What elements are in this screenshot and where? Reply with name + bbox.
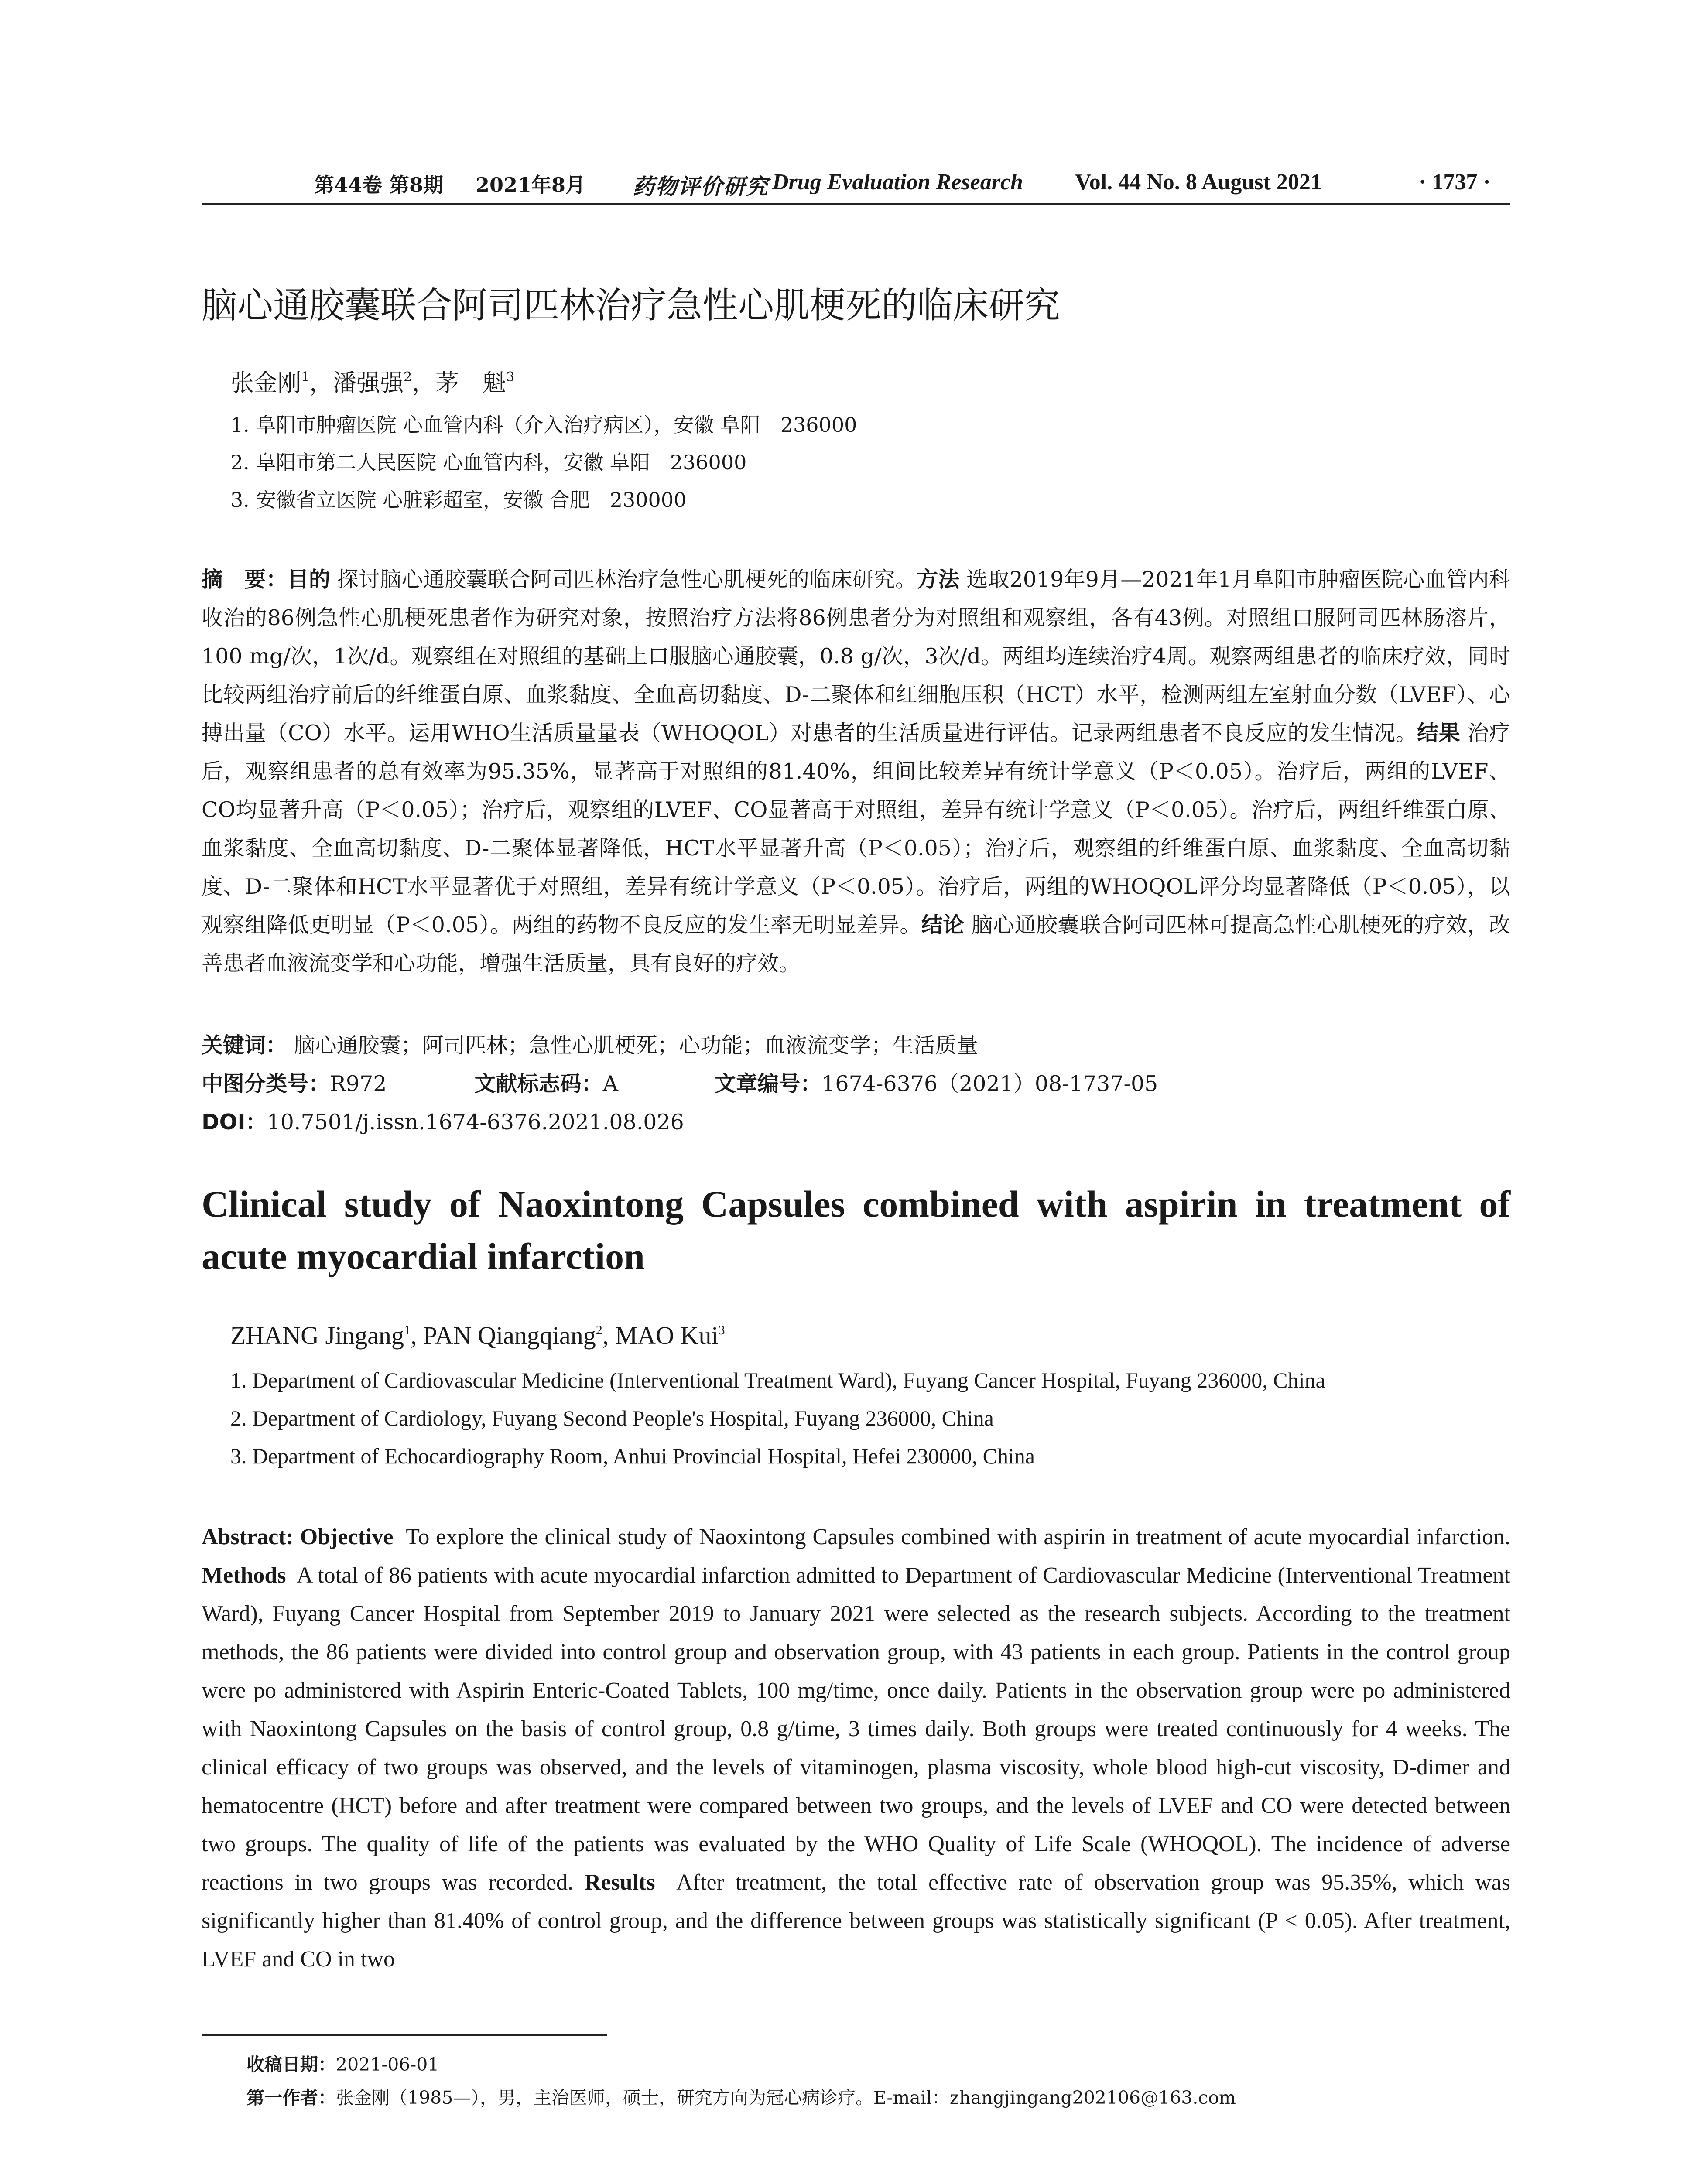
header-volume-cn: 第44卷 第8期 (314, 173, 444, 197)
clc-label: 中图分类号： (202, 1071, 330, 1096)
authors-cn: 张金刚$^1$，潘强强$^2$，茅 魁$^3$ (230, 369, 515, 397)
clc-value: R972 (330, 1071, 387, 1096)
author-cn-name: 潘强强 (333, 369, 404, 397)
doc-code-value: A (602, 1071, 618, 1096)
results-text-en: After treatment, the total effective rate of observation group was 95.35%, which was significantly higher than 81.40% of control group, and the difference between groups was statistically significant (P < 0.05). After treatment, LVEF and CO in two (202, 1870, 1510, 1972)
objective-text-cn: 探讨脑心通胶囊联合阿司匹林治疗急性心肌梗死的临床研究。 (337, 567, 917, 592)
article-number-label: 文章编号： (715, 1071, 822, 1096)
author-en-sup: 3 (718, 1323, 725, 1337)
objective-label-cn: 目的 (287, 567, 331, 592)
abstract-cn (202, 561, 1510, 983)
conclusion-label-cn: 结论 (921, 913, 965, 937)
methods-text-cn: 选取2019年9月—2021年1月阜阳市肿瘤医院心血管内科收治的86例急性心肌梗死患者作为研究对象，按照治疗方法将86例患者分为对照组和观察组，各有43例。对照组口服阿司匹林肠溶片，100 mg/次，1次/d。观察组在对照组的基础上口服脑心通胶囊，0.8 g/次，3次/d。两组均连续治疗4周。观察两组患者的临床疗效，同时比较两组治疗前后的纤维蛋白原、血浆黏度、全血高切黏度、D-二聚体和红细胞压积（HCT）水平，检测两组左室射血分数（LVEF）、心搏出量（CO）水平。运用WHO生活质量量表（WHOQOL）对患者的生活质量进行评估。记录两组患者不良反应的发生情况。 (202, 567, 1510, 745)
methods-label-cn: 方法 (917, 567, 960, 592)
header-page-number: · 1737 · (1419, 170, 1491, 195)
author-en-name: ZHANG Jingang (230, 1321, 404, 1350)
article-number-value: 1674-6376（2021）08-1737-05 (821, 1071, 1158, 1096)
title-cn: 脑心通胶囊联合阿司匹林治疗急性心肌梗死的临床研究 (202, 285, 1061, 326)
affiliation-cn: 3. 安徽省立医院 心脏彩超室，安徽 合肥 230000 (230, 488, 687, 512)
objective-text-en: To explore the clinical study of Naoxintong Capsules combined with aspirin in treatment of acute myocardial infarction. (406, 1525, 1511, 1549)
author-en-name: MAO Kui (615, 1321, 719, 1350)
title-en: Clinical study of Naoxintong Capsules combined with aspirin in treatment of acute myocardial infarction (202, 1183, 1510, 1277)
first-author-info: 张金刚（1985—），男，主治医师，硕士，研究方向为冠心病诊疗。E-mail：zhangjingang202106@163.com (336, 2087, 1236, 2108)
author-en-name: PAN Qiangqiang (423, 1321, 596, 1350)
affiliation-cn: 1. 阜阳市肿瘤医院 心血管内科（介入治疗病区），安徽 阜阳 236000 (230, 413, 857, 437)
author-cn-sup: 1 (301, 369, 310, 385)
results-label-en: Results (584, 1870, 655, 1895)
footnote-rule (202, 2034, 607, 2036)
header-rule (202, 203, 1510, 205)
abstract-en (202, 1518, 1510, 1979)
affiliation-cn: 2. 阜阳市第二人民医院 心血管内科，安徽 阜阳 236000 (230, 451, 747, 474)
author-en-sup: 1 (404, 1323, 411, 1337)
keywords-label: 关键词： (202, 1033, 288, 1058)
authors-en: ZHANG Jingang$^1$, PAN Qiangqiang$^2$, MAO Kui$^3$ (230, 1321, 725, 1350)
author-cn-name: 茅 魁 (435, 369, 507, 397)
footnote-received (246, 2050, 439, 2076)
abstract-en-label: Abstract: (202, 1525, 294, 1549)
abstract-cn-label: 摘 要： (202, 567, 288, 592)
header-volume-en: Vol. 44 No. 8 August 2021 (1075, 170, 1322, 195)
conclusion-text-cn: 脑心通胶囊联合阿司匹林可提高急性心肌梗死的疗效，改善患者血液流变学和心功能，增强生活质量，具有良好的疗效。 (202, 913, 1510, 976)
footnote-first-author (246, 2083, 1236, 2109)
header-date-cn: 2021年8月 (476, 173, 586, 197)
author-en-sup: 2 (596, 1323, 602, 1337)
affiliation-en: 2. Department of Cardiology, Fuyang Second People's Hospital, Fuyang 236000, China (230, 1406, 994, 1430)
author-cn-name: 张金刚 (230, 369, 301, 397)
header-journal-en: Drug Evaluation Research (772, 170, 1023, 195)
keywords-cn (202, 1029, 978, 1059)
running-header (202, 169, 1510, 202)
affiliation-en: 3. Department of Echocardiography Room, Anhui Provincial Hospital, Hefei 230000, China (230, 1444, 1035, 1468)
doc-code-label: 文献标志码： (474, 1071, 603, 1096)
keywords-value: 脑心通胶囊；阿司匹林；急性心肌梗死；心功能；血液流变学；生活质量 (294, 1033, 978, 1058)
author-cn-sup: 2 (404, 369, 412, 385)
author-cn-sup: 3 (506, 369, 515, 385)
received-label: 收稿日期： (246, 2054, 336, 2075)
doi-line (202, 1105, 684, 1136)
results-text-cn: 治疗后，观察组患者的总有效率为95.35%，显著高于对照组的81.40%，组间比较差异有统计学意义（P＜0.05）。治疗后，两组的LVEF、CO均显著升高（P＜0.05）；治疗后，观察组的LVEF、CO显著高于对照组，差异有统计学意义（P＜0.05）。治疗后，两组纤维蛋白原、血浆黏度、全血高切黏度、D-二聚体显著降低，HCT水平显著升高（P＜0.05）；治疗后，观察组的纤维蛋白原、血浆黏度、全血高切黏度、D-二聚体和HCT水平显著优于对照组，差异有统计学意义（P＜0.05）。治疗后，两组的WHOQOL评分均显著降低（P＜0.05），以观察组降低更明显（P＜0.05）。两组的药物不良反应的发生率无明显差异。 (202, 721, 1510, 937)
header-journal-cn: 药物评价研究 (633, 174, 769, 199)
results-label-cn: 结果 (1417, 721, 1461, 745)
doi-value: 10.7501/j.issn.1674-6376.2021.08.026 (267, 1110, 684, 1135)
classification-line (202, 1067, 1158, 1097)
doi-label: DOI： (202, 1110, 267, 1135)
objective-label-en: Objective (300, 1525, 394, 1549)
affiliation-en: 1. Department of Cardiovascular Medicine (Interventional Treatment Ward), Fuyang Cancer Hospital, Fuyang 236000, China (230, 1368, 1325, 1392)
methods-label-en: Methods (202, 1563, 286, 1588)
received-date: 2021-06-01 (336, 2054, 439, 2075)
methods-text-en: A total of 86 patients with acute myocardial infarction admitted to Department of Cardiovascular Medicine (Interventional Treatment Ward), Fuyang Cancer Hospital from September 2019 to January 2021 were selected as the research subjects. According to the treatment methods, the 86 patients were divided into control group and observation group, with 43 patients in each group. Patients in the control group were po administered with Aspirin Enteric-Coated Tablets, 100 mg/time, once daily. Patients in the observation group were po administered with Naoxintong Capsules on the basis of control group, 0.8 g/time, 3 times daily. Both groups were treated continuously for 4 weeks. The clinical efficacy of two groups was observed, and the levels of vitaminogen, plasma viscosity, whole blood high-cut viscosity, D-dimer and hematocentre (HCT) before and after treatment were compared between two groups, and the levels of LVEF and CO were detected between two groups. The quality of life of the patients was evaluated by the WHO Quality of Life Scale (WHOQOL). The incidence of adverse reactions in two groups was recorded. (202, 1563, 1510, 1895)
first-author-label: 第一作者： (246, 2087, 336, 2108)
